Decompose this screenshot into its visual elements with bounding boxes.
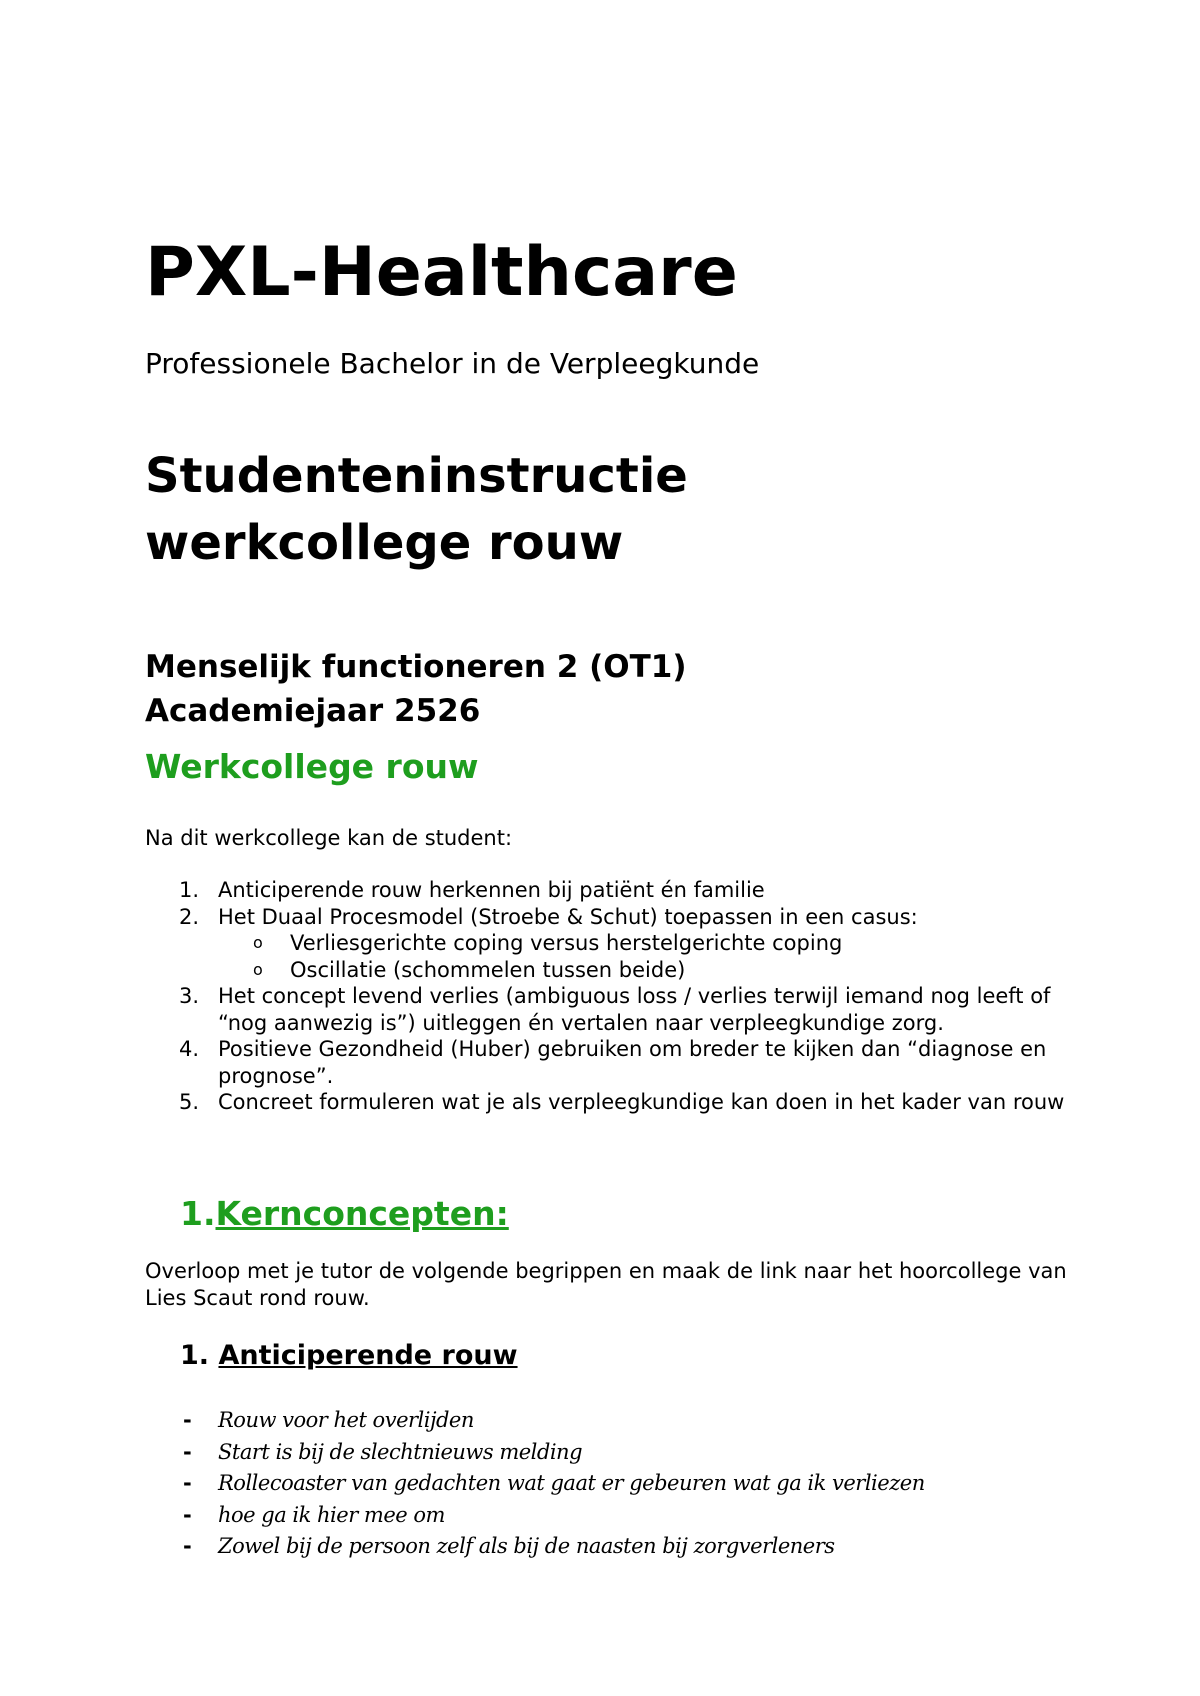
objective-number: 2. bbox=[179, 904, 200, 929]
list-item bbox=[145, 1531, 1085, 1563]
list-item bbox=[145, 1437, 1085, 1469]
academic-year: Academiejaar 2526 bbox=[145, 693, 481, 729]
circle-bullet-icon: o bbox=[253, 933, 263, 952]
list-item-text: hoe ga ik hier mee om bbox=[218, 1502, 445, 1527]
dash-bullet-icon: - bbox=[183, 1408, 192, 1432]
sub-title: Anticiperende rouw bbox=[218, 1340, 518, 1371]
list-item bbox=[145, 1468, 1085, 1500]
points-list bbox=[145, 1405, 1085, 1563]
kernconcepten-intro: Overloop met je tutor de volgende begrippen en maak de link naar het hoorcollege van Lies Scaut rond rouw. bbox=[145, 1259, 1067, 1310]
kern-number: 1. bbox=[180, 1194, 216, 1233]
objective-item bbox=[145, 877, 1085, 904]
program-name: Professionele Bachelor in de Verpleegkunde bbox=[145, 347, 760, 380]
objective-number: 3. bbox=[179, 984, 200, 1008]
objective-item bbox=[145, 904, 1085, 931]
circle-bullet-icon: o bbox=[253, 959, 263, 979]
sub-item bbox=[145, 930, 1085, 957]
title-line-2: werkcollege rouw bbox=[145, 515, 624, 571]
list-item-text: Zowel bij de persoon zelf als bij de naasten bij zorgverleners bbox=[218, 1534, 835, 1559]
organization-name: PXL-Healthcare bbox=[145, 233, 738, 312]
objective-item bbox=[145, 983, 1085, 1036]
objective-text: Het concept levend verlies (ambiguous loss / verlies terwijl iemand nog leeft of “nog aanwezig is”) uitleggen én vertalen naar verpleegkundige zorg. bbox=[218, 984, 1051, 1035]
dash-bullet-icon: - bbox=[183, 1534, 192, 1559]
kern-title: Kernconcepten: bbox=[215, 1194, 509, 1233]
intro-text: Na dit werkcollege kan de student: bbox=[145, 826, 513, 850]
objective-number: 5. bbox=[179, 1090, 200, 1114]
objective-number: 1. bbox=[179, 878, 200, 902]
objective-text: Anticiperende rouw herkennen bij patiënt én familie bbox=[218, 878, 765, 902]
objective-text: Concreet formuleren wat je als verpleegkundige kan doen in het kader van rouw bbox=[218, 1090, 1065, 1114]
course-name: Menselijk functioneren 2 (OT1) bbox=[145, 649, 687, 685]
kernconcepten-heading bbox=[180, 1194, 509, 1233]
objective-sublist bbox=[145, 930, 1085, 983]
list-item-text: Start is bij de slechtnieuws melding bbox=[218, 1439, 583, 1464]
sub-item-text: Oscillatie (schommelen tussen beide) bbox=[290, 957, 686, 982]
dash-bullet-icon: - bbox=[183, 1471, 192, 1496]
objective-item bbox=[145, 1036, 1085, 1089]
list-item bbox=[145, 1405, 1085, 1437]
list-item bbox=[145, 1500, 1085, 1532]
sub-item bbox=[145, 957, 1085, 984]
objective-text: Het Duaal Procesmodel (Stroebe & Schut) toepassen in een casus: bbox=[218, 904, 918, 929]
objective-text: Positieve Gezondheid (Huber) gebruiken om breder te kijken dan “diagnose en prognose”. bbox=[218, 1037, 1047, 1088]
section-heading: Werkcollege rouw bbox=[145, 747, 479, 786]
course-info bbox=[145, 645, 687, 733]
dash-bullet-icon: - bbox=[183, 1439, 192, 1464]
list-item-text: Rollecoaster van gedachten wat gaat er gebeuren wat ga ik verliezen bbox=[218, 1471, 925, 1496]
dash-bullet-icon: - bbox=[183, 1502, 192, 1527]
list-item-text: Rouw voor het overlijden bbox=[218, 1408, 474, 1432]
objectives-list bbox=[145, 877, 1085, 1116]
title-line-1: Studenteninstructie bbox=[145, 448, 688, 504]
document-title bbox=[145, 443, 688, 577]
sub-item-text: Verliesgerichte coping versus herstelgerichte coping bbox=[290, 931, 843, 955]
sub-number: 1. bbox=[180, 1340, 210, 1371]
anticiperende-rouw-heading bbox=[180, 1340, 518, 1371]
objective-item bbox=[145, 1089, 1085, 1116]
objective-number: 4. bbox=[179, 1037, 200, 1061]
